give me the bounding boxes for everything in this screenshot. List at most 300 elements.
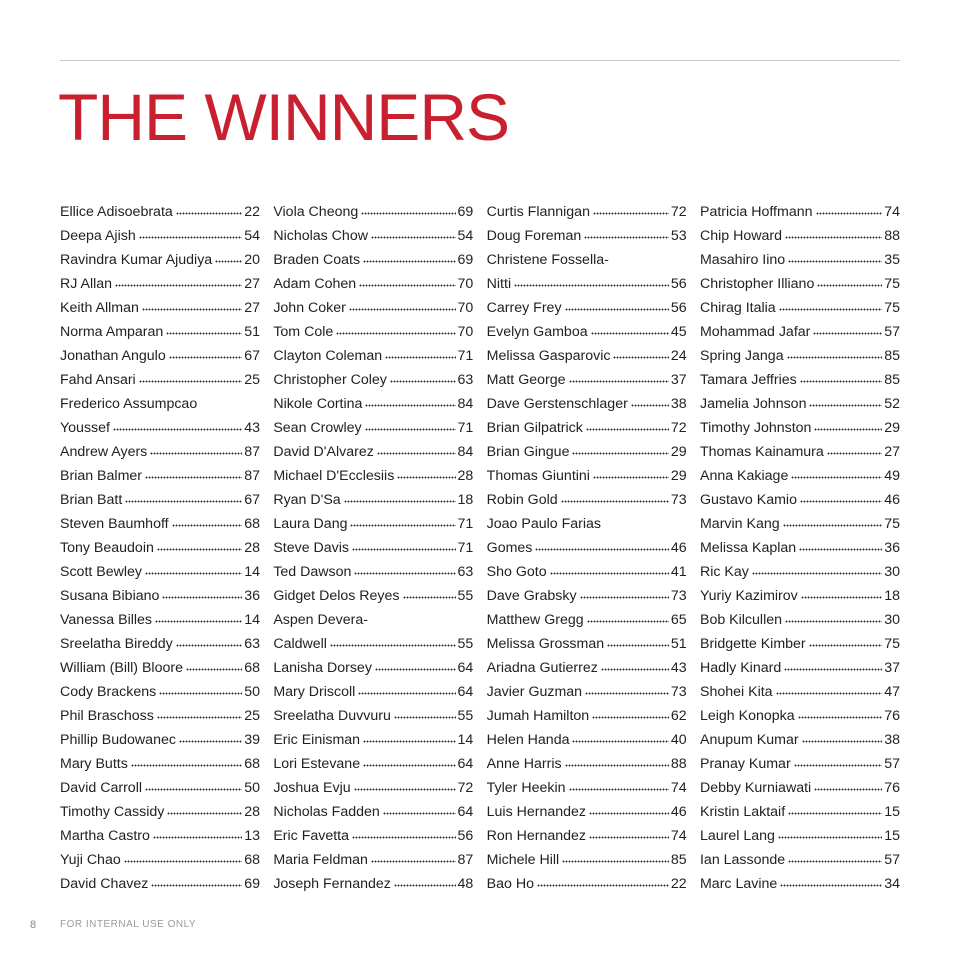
winner-name: Clayton Coleman bbox=[273, 348, 383, 364]
winner-page-number: 84 bbox=[457, 396, 474, 412]
dot-leader bbox=[783, 524, 883, 529]
dot-leader bbox=[827, 452, 882, 457]
winner-name: Frederico Assumpcao bbox=[60, 396, 198, 412]
winner-page-number: 64 bbox=[457, 804, 474, 820]
winner-name: Michael D'Ecclesiis bbox=[273, 468, 395, 484]
winner-name: Bridgette Kimber bbox=[699, 636, 806, 652]
winner-entry bbox=[273, 200, 473, 224]
winner-page-number: 28 bbox=[244, 540, 260, 556]
dot-leader bbox=[800, 380, 882, 385]
dot-leader bbox=[359, 284, 455, 289]
dot-leader bbox=[550, 572, 669, 577]
winner-entry bbox=[273, 776, 473, 800]
winner-entry bbox=[60, 728, 260, 752]
winner-page-number: 57 bbox=[884, 852, 900, 868]
winner-page-number: 70 bbox=[457, 324, 474, 340]
winner-entry bbox=[700, 560, 900, 584]
winner-entry bbox=[60, 440, 260, 464]
winner-name: Thomas Kainamura bbox=[699, 444, 824, 460]
winner-page-number: 67 bbox=[244, 492, 260, 508]
dot-leader bbox=[785, 620, 882, 625]
winner-entry bbox=[60, 488, 260, 512]
winner-entry bbox=[700, 536, 900, 560]
winner-name: Anupum Kumar bbox=[699, 732, 799, 748]
winner-page-number: 55 bbox=[457, 636, 474, 652]
winner-entry bbox=[60, 632, 260, 656]
dot-leader bbox=[535, 548, 668, 553]
winner-entry bbox=[273, 848, 473, 872]
winner-page-number: 41 bbox=[670, 564, 687, 580]
winner-entry bbox=[60, 752, 260, 776]
dot-leader bbox=[166, 332, 242, 337]
dot-leader bbox=[788, 260, 882, 265]
winner-name: Sreelatha Bireddy bbox=[60, 636, 173, 652]
dot-leader bbox=[816, 212, 883, 217]
winner-entry bbox=[487, 800, 687, 824]
winner-page-number: 15 bbox=[884, 804, 900, 820]
winner-entry bbox=[700, 632, 900, 656]
winner-page-number: 85 bbox=[884, 372, 900, 388]
dot-leader bbox=[157, 548, 242, 553]
dot-leader bbox=[591, 332, 669, 337]
winner-page-number: 69 bbox=[457, 204, 474, 220]
dot-leader bbox=[593, 476, 669, 481]
dot-leader bbox=[155, 620, 242, 625]
winner-name: Brian Gilpatrick bbox=[486, 420, 583, 436]
winner-name: Curtis Flannigan bbox=[486, 204, 590, 220]
winner-page-number: 18 bbox=[884, 588, 900, 604]
winner-name: Masahiro Iino bbox=[699, 252, 786, 268]
winner-name: Christene Fossella- bbox=[486, 252, 609, 268]
winner-page-number: 24 bbox=[670, 348, 687, 364]
winner-entry bbox=[487, 872, 687, 896]
winner-entry bbox=[60, 248, 260, 272]
winner-page-number: 54 bbox=[244, 228, 260, 244]
winner-name: Timothy Cassidy bbox=[60, 804, 165, 820]
dot-leader bbox=[569, 788, 669, 793]
winner-page-number: 57 bbox=[884, 324, 900, 340]
winner-entry bbox=[273, 632, 473, 656]
winner-name: Scott Bewley bbox=[60, 564, 143, 580]
winner-page-number: 75 bbox=[884, 300, 900, 316]
winner-entry bbox=[700, 320, 900, 344]
dot-leader bbox=[215, 260, 242, 265]
winner-entry bbox=[700, 704, 900, 728]
winner-page-number: 20 bbox=[244, 252, 260, 268]
winner-entry bbox=[60, 560, 260, 584]
dot-leader bbox=[791, 476, 882, 481]
winner-name: Mary Butts bbox=[60, 756, 128, 772]
winner-entry bbox=[60, 320, 260, 344]
dot-leader bbox=[798, 716, 883, 721]
dot-leader bbox=[139, 236, 243, 241]
dot-leader bbox=[113, 428, 242, 433]
winner-name: Pranay Kumar bbox=[699, 756, 791, 772]
dot-leader bbox=[813, 332, 882, 337]
winner-page-number: 87 bbox=[244, 444, 260, 460]
dot-leader bbox=[580, 596, 669, 601]
winner-page-number: 40 bbox=[670, 732, 687, 748]
winner-entry bbox=[60, 584, 260, 608]
winner-name: Tyler Heekin bbox=[486, 780, 566, 796]
winner-name: Nicholas Fadden bbox=[273, 804, 380, 820]
dot-leader bbox=[613, 356, 668, 361]
winner-page-number: 70 bbox=[457, 276, 474, 292]
winner-page-number: 49 bbox=[884, 468, 900, 484]
dot-leader bbox=[352, 836, 456, 841]
dot-leader bbox=[562, 860, 669, 865]
winner-page-number: 71 bbox=[457, 540, 474, 556]
winner-entry bbox=[273, 368, 473, 392]
winner-page-number: 75 bbox=[884, 276, 900, 292]
winner-page-number: 35 bbox=[884, 252, 900, 268]
winner-page-number: 71 bbox=[457, 348, 474, 364]
winner-name: Gidget Delos Reyes bbox=[273, 588, 400, 604]
dot-leader bbox=[352, 548, 456, 553]
winner-name: Vanessa Billes bbox=[60, 612, 153, 628]
winner-entry bbox=[487, 392, 687, 416]
dot-leader bbox=[125, 500, 242, 505]
winner-name: Brian Balmer bbox=[60, 468, 143, 484]
winner-entry bbox=[487, 248, 687, 272]
winner-entry bbox=[487, 680, 687, 704]
winner-entry bbox=[273, 680, 473, 704]
winner-page-number: 68 bbox=[244, 660, 260, 676]
winner-name: Debby Kurniawati bbox=[699, 780, 812, 796]
winner-entry bbox=[60, 824, 260, 848]
winner-entry bbox=[700, 224, 900, 248]
winner-name: Ron Hernandez bbox=[486, 828, 587, 844]
winner-name: Leigh Konopka bbox=[699, 708, 795, 724]
dot-leader bbox=[145, 572, 242, 577]
winner-page-number: 87 bbox=[457, 852, 474, 868]
winner-name: Susana Bibiano bbox=[60, 588, 160, 604]
winner-entry bbox=[273, 752, 473, 776]
winner-name: Jumah Hamilton bbox=[486, 708, 590, 724]
winner-entry bbox=[60, 224, 260, 248]
dot-leader bbox=[802, 740, 883, 745]
winner-name: Nicholas Chow bbox=[273, 228, 368, 244]
winner-page-number: 85 bbox=[884, 348, 900, 364]
winner-entry bbox=[487, 584, 687, 608]
winner-page-number: 67 bbox=[244, 348, 260, 364]
dot-leader bbox=[569, 380, 669, 385]
dot-leader bbox=[176, 212, 242, 217]
winner-name: RJ Allan bbox=[60, 276, 113, 292]
winner-entry bbox=[60, 296, 260, 320]
winner-entry bbox=[60, 464, 260, 488]
winner-name: Fahd Ansari bbox=[60, 372, 136, 388]
winner-name: Chirag Italia bbox=[699, 300, 776, 316]
winner-name: Chip Howard bbox=[699, 228, 782, 244]
winner-entry bbox=[487, 728, 687, 752]
dot-leader bbox=[179, 740, 242, 745]
winner-name: Brian Gingue bbox=[486, 444, 570, 460]
winner-name: Eric Einisman bbox=[273, 732, 361, 748]
winner-entry bbox=[700, 872, 900, 896]
winner-page-number: 25 bbox=[244, 372, 260, 388]
winner-entry bbox=[700, 848, 900, 872]
dot-leader bbox=[363, 260, 455, 265]
winner-page-number: 76 bbox=[884, 708, 900, 724]
winner-entry bbox=[700, 680, 900, 704]
winner-entry bbox=[273, 344, 473, 368]
winner-entry bbox=[273, 488, 473, 512]
winner-page-number: 63 bbox=[244, 636, 260, 652]
winner-entry bbox=[273, 536, 473, 560]
dot-leader bbox=[151, 884, 242, 889]
winner-entry bbox=[487, 632, 687, 656]
winner-entry bbox=[273, 512, 473, 536]
winner-name: Jamelia Johnson bbox=[699, 396, 807, 412]
dot-leader bbox=[150, 452, 242, 457]
winner-page-number: 28 bbox=[457, 468, 474, 484]
winner-entry bbox=[700, 464, 900, 488]
winner-entry bbox=[487, 776, 687, 800]
winner-entry bbox=[487, 368, 687, 392]
winner-name: Ian Lassonde bbox=[699, 852, 786, 868]
dot-leader bbox=[586, 428, 669, 433]
dot-leader bbox=[572, 740, 668, 745]
dot-leader bbox=[394, 716, 456, 721]
dot-leader bbox=[157, 716, 242, 721]
winners-column-1 bbox=[60, 200, 260, 902]
dot-leader bbox=[800, 500, 882, 505]
winner-page-number: 68 bbox=[244, 516, 260, 532]
winner-name: Melissa Grossman bbox=[486, 636, 605, 652]
winner-name: Yuji Chao bbox=[60, 852, 121, 868]
winner-page-number: 71 bbox=[457, 420, 474, 436]
winner-page-number: 14 bbox=[457, 732, 474, 748]
winner-page-number: 72 bbox=[670, 420, 687, 436]
winner-page-number: 45 bbox=[670, 324, 687, 340]
winner-entry bbox=[273, 296, 473, 320]
winner-entry bbox=[487, 416, 687, 440]
winner-name: Michele Hill bbox=[486, 852, 560, 868]
winner-name: John Coker bbox=[273, 300, 346, 316]
winner-name: Timothy Johnston bbox=[699, 420, 812, 436]
winner-page-number: 37 bbox=[670, 372, 687, 388]
dot-leader bbox=[561, 500, 669, 505]
winner-name: Mohammad Jafar bbox=[699, 324, 811, 340]
winner-name: Anne Harris bbox=[486, 756, 562, 772]
winners-column-4 bbox=[700, 200, 900, 902]
dot-leader bbox=[167, 812, 242, 817]
dot-leader bbox=[344, 500, 456, 505]
winner-entry bbox=[487, 344, 687, 368]
winner-name: Tony Beaudoin bbox=[60, 540, 154, 556]
winner-name: Melissa Gasparovic bbox=[486, 348, 611, 364]
winner-page-number: 38 bbox=[670, 396, 687, 412]
winner-name: Brian Batt bbox=[60, 492, 123, 508]
winner-entry bbox=[487, 440, 687, 464]
winner-entry bbox=[487, 200, 687, 224]
winner-page-number: 53 bbox=[670, 228, 687, 244]
winner-entry bbox=[60, 416, 260, 440]
winner-entry bbox=[700, 824, 900, 848]
dot-leader bbox=[383, 812, 456, 817]
winner-name: Yuriy Kazimirov bbox=[699, 588, 798, 604]
dot-leader bbox=[593, 212, 669, 217]
winner-entry bbox=[60, 344, 260, 368]
winner-entry bbox=[700, 368, 900, 392]
winner-name: Nitti bbox=[486, 276, 512, 292]
winner-page-number: 72 bbox=[457, 780, 474, 796]
winner-page-number: 51 bbox=[244, 324, 260, 340]
winner-name: Bao Ho bbox=[486, 876, 534, 892]
winner-entry bbox=[273, 608, 473, 632]
winner-name: Gustavo Kamio bbox=[699, 492, 797, 508]
dot-leader bbox=[403, 596, 456, 601]
dot-leader bbox=[565, 308, 669, 313]
page-title: THE WINNERS bbox=[58, 80, 509, 154]
winner-entry bbox=[700, 200, 900, 224]
winner-entry bbox=[487, 464, 687, 488]
winner-entry bbox=[60, 656, 260, 680]
winner-name: Robin Gold bbox=[486, 492, 558, 508]
header-divider bbox=[60, 60, 900, 61]
winner-page-number: 51 bbox=[670, 636, 687, 652]
dot-leader bbox=[371, 860, 456, 865]
winner-name: William (Bill) Bloore bbox=[60, 660, 183, 676]
dot-leader bbox=[592, 716, 669, 721]
winner-entry bbox=[700, 728, 900, 752]
winner-page-number: 36 bbox=[244, 588, 260, 604]
dot-leader bbox=[159, 692, 242, 697]
winner-entry bbox=[700, 344, 900, 368]
page-number: 8 bbox=[30, 919, 37, 931]
winner-name: David D'Alvarez bbox=[273, 444, 374, 460]
winner-page-number: 47 bbox=[884, 684, 900, 700]
dot-leader bbox=[131, 764, 242, 769]
dot-leader bbox=[365, 404, 455, 409]
winner-entry bbox=[60, 608, 260, 632]
winner-page-number: 68 bbox=[244, 756, 260, 772]
winner-page-number: 57 bbox=[884, 756, 900, 772]
dot-leader bbox=[780, 884, 882, 889]
winner-entry bbox=[60, 704, 260, 728]
winner-name: Martha Castro bbox=[60, 828, 150, 844]
winner-page-number: 29 bbox=[670, 468, 687, 484]
winner-page-number: 64 bbox=[457, 684, 474, 700]
winner-page-number: 43 bbox=[670, 660, 687, 676]
dot-leader bbox=[371, 236, 456, 241]
dot-leader bbox=[176, 644, 242, 649]
winner-page-number: 74 bbox=[670, 780, 687, 796]
dot-leader bbox=[817, 284, 882, 289]
winner-page-number: 36 bbox=[884, 540, 900, 556]
dot-leader bbox=[794, 764, 883, 769]
dot-leader bbox=[779, 308, 883, 313]
dot-leader bbox=[142, 308, 242, 313]
winner-page-number: 56 bbox=[457, 828, 474, 844]
dot-leader bbox=[585, 692, 669, 697]
winner-entry bbox=[60, 512, 260, 536]
winner-name: Viola Cheong bbox=[273, 204, 359, 220]
dot-leader bbox=[363, 764, 455, 769]
winner-page-number: 34 bbox=[884, 876, 900, 892]
winner-page-number: 46 bbox=[670, 540, 687, 556]
winner-name: Hadly Kinard bbox=[699, 660, 782, 676]
winner-entry bbox=[700, 272, 900, 296]
winners-column-3 bbox=[487, 200, 687, 902]
winner-page-number: 54 bbox=[457, 228, 474, 244]
winner-entry bbox=[487, 656, 687, 680]
winner-name: Kristin Laktaif bbox=[699, 804, 786, 820]
winner-name: Lanisha Dorsey bbox=[273, 660, 372, 676]
winner-page-number: 75 bbox=[884, 636, 900, 652]
winner-entry bbox=[700, 512, 900, 536]
winner-name: Deepa Ajish bbox=[60, 228, 136, 244]
winner-name: Doug Foreman bbox=[486, 228, 582, 244]
winner-name: Laurel Lang bbox=[699, 828, 775, 844]
dot-leader bbox=[350, 524, 455, 529]
winner-page-number: 87 bbox=[244, 468, 260, 484]
winner-page-number: 38 bbox=[884, 732, 900, 748]
winner-page-number: 68 bbox=[244, 852, 260, 868]
winner-entry bbox=[60, 368, 260, 392]
winner-page-number: 28 bbox=[244, 804, 260, 820]
dot-leader bbox=[752, 572, 882, 577]
winner-entry bbox=[700, 656, 900, 680]
winner-page-number: 14 bbox=[244, 612, 260, 628]
winner-page-number: 85 bbox=[670, 852, 687, 868]
dot-leader bbox=[139, 380, 243, 385]
winner-page-number: 14 bbox=[244, 564, 260, 580]
winner-page-number: 65 bbox=[670, 612, 687, 628]
winner-entry bbox=[700, 752, 900, 776]
winner-name: Joshua Evju bbox=[273, 780, 351, 796]
winner-name: Sho Goto bbox=[486, 564, 547, 580]
winner-page-number: 63 bbox=[457, 372, 474, 388]
dot-leader bbox=[785, 236, 882, 241]
winner-entry bbox=[700, 440, 900, 464]
winner-entry bbox=[700, 776, 900, 800]
winner-page-number: 74 bbox=[670, 828, 687, 844]
winner-page-number: 88 bbox=[884, 228, 900, 244]
dot-leader bbox=[349, 308, 456, 313]
dot-leader bbox=[124, 860, 242, 865]
dot-leader bbox=[801, 596, 882, 601]
dot-leader bbox=[115, 284, 242, 289]
winners-column-2 bbox=[273, 200, 473, 902]
winner-page-number: 84 bbox=[457, 444, 474, 460]
winner-name: Eric Favetta bbox=[273, 828, 350, 844]
winner-name: Sean Crowley bbox=[273, 420, 362, 436]
dot-leader bbox=[358, 692, 455, 697]
winner-entry bbox=[273, 320, 473, 344]
winner-page-number: 76 bbox=[884, 780, 900, 796]
winner-name: Adam Cohen bbox=[273, 276, 357, 292]
dot-leader bbox=[809, 404, 882, 409]
winner-page-number: 64 bbox=[457, 756, 474, 772]
winner-name: Dave Grabsky bbox=[486, 588, 577, 604]
dot-leader bbox=[394, 884, 456, 889]
winner-name: Dave Gerstenschlager bbox=[486, 396, 628, 412]
winner-name: Patricia Hoffmann bbox=[699, 204, 813, 220]
winner-name: Steve Davis bbox=[273, 540, 350, 556]
winner-page-number: 71 bbox=[457, 516, 474, 532]
winner-page-number: 39 bbox=[244, 732, 260, 748]
winner-name: Ted Dawson bbox=[273, 564, 352, 580]
winner-page-number: 56 bbox=[670, 300, 687, 316]
winner-name: Cody Brackens bbox=[60, 684, 157, 700]
dot-leader bbox=[584, 236, 669, 241]
winner-page-number: 29 bbox=[670, 444, 687, 460]
winner-name: Sreelatha Duvvuru bbox=[273, 708, 391, 724]
winner-page-number: 75 bbox=[884, 516, 900, 532]
dot-leader bbox=[814, 788, 882, 793]
